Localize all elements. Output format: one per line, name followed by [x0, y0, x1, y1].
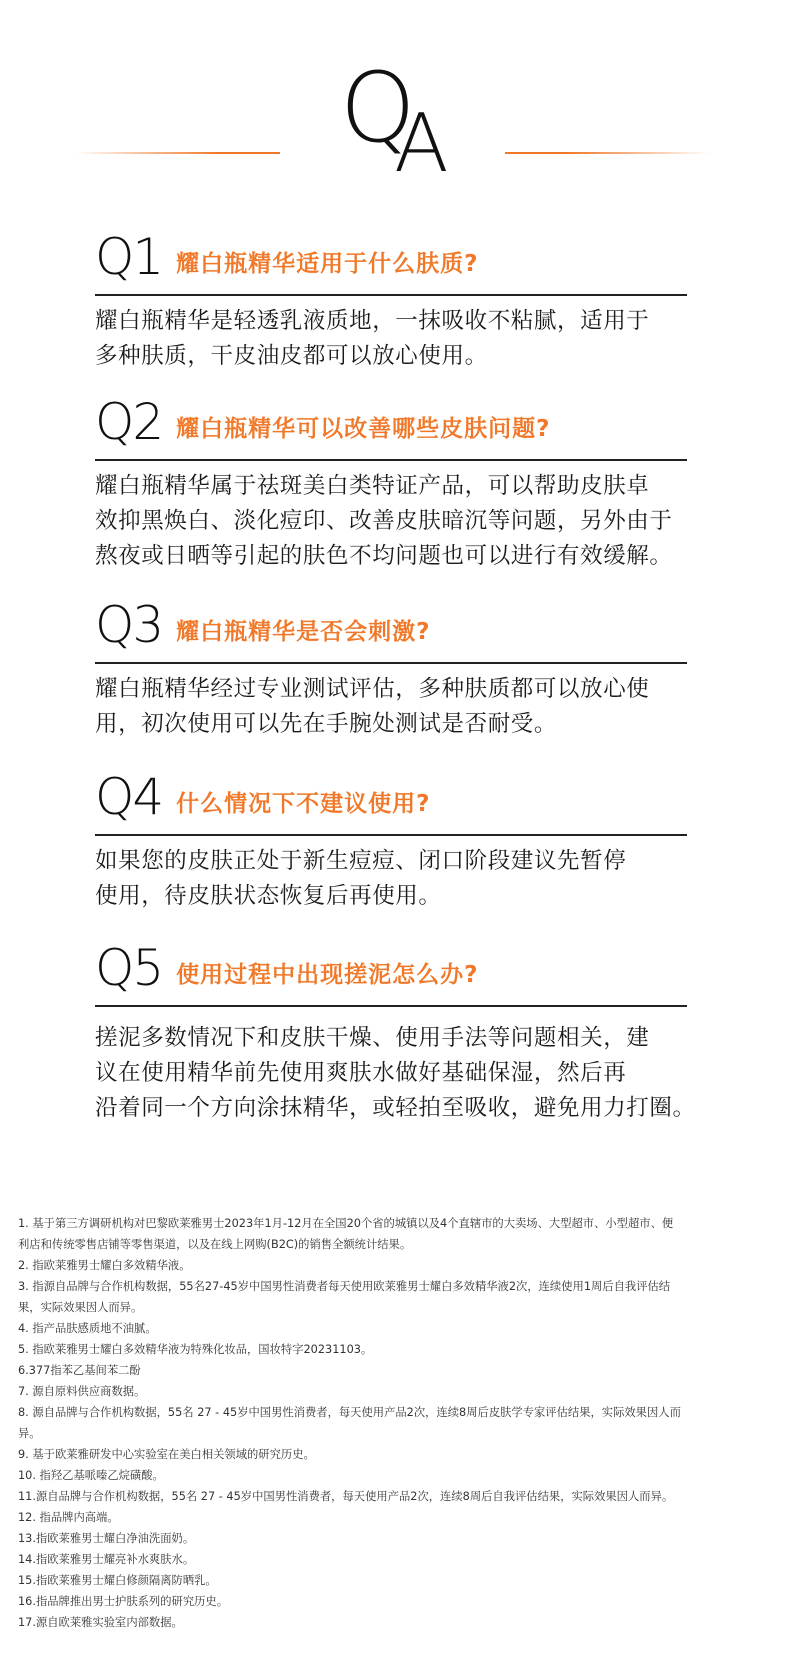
- answer-text: [95, 672, 700, 742]
- question-text: 使用过程中出现搓泥怎么办?: [176, 962, 479, 988]
- answer-line: 搓泥多数情况下和皮肤干燥、使用手法等问题相关，建: [95, 1025, 650, 1051]
- header-a-letter: A: [394, 97, 449, 190]
- footnote-line: 12. 指品牌内高端。: [18, 1511, 119, 1524]
- qa-item-2: [95, 393, 700, 574]
- answer-line: 耀白瓶精华经过专业测试评估，多种肤质都可以放心使: [95, 676, 650, 702]
- answer-text: [95, 304, 700, 374]
- footnote-line: 6.377指苯乙基间苯二酚: [18, 1364, 141, 1377]
- question-number: Q5: [95, 939, 163, 997]
- footnotes: [18, 1213, 778, 1633]
- answer-text: [95, 469, 700, 574]
- question-text: 耀白瓶精华是否会刺激?: [176, 619, 431, 645]
- question-number: Q3: [95, 596, 163, 654]
- answer-line: 如果您的皮肤正处于新生痘痘、闭口阶段建议先暂停: [95, 848, 627, 874]
- footnote-line: 利店和传统零售店铺等零售渠道，以及在线上网购(B2C)的销售全额统计结果。: [18, 1238, 412, 1251]
- footnote-line: 11.源自品牌与合作机构数据，55名 27 - 45岁中国男性消费者，每天使用产品2次，连续8周后自我评估结果，实际效果因人而异。: [18, 1490, 674, 1503]
- footnote-line: 8. 源自品牌与合作机构数据，55名 27 - 45岁中国男性消费者，每天使用产品2次，连续8周后皮肤学专家评估结果，实际效果因人而: [18, 1406, 681, 1419]
- footnote-line: 5. 指欧莱雅男士耀白多效精华液为特殊化妆品，国妆特字20231103。: [18, 1343, 373, 1356]
- qa-item-3: [95, 596, 700, 742]
- question-divider: [95, 834, 687, 836]
- answer-line: 沿着同一个方向涂抹精华，或轻拍至吸收，避免用力打圈。: [95, 1095, 696, 1121]
- qa-item-1: [95, 228, 700, 374]
- answer-line: 用，初次使用可以先在手腕处测试是否耐受。: [95, 711, 558, 737]
- footnote-line: 9. 基于欧莱雅研发中心实验室在美白相关领域的研究历史。: [18, 1448, 315, 1461]
- footnote-line: 4. 指产品肤感质地不油腻。: [18, 1322, 157, 1335]
- footnote-line: 14.指欧莱雅男士耀亮补水爽肤水。: [18, 1553, 195, 1566]
- footnote-line: 13.指欧莱雅男士耀白净油洗面奶。: [18, 1532, 195, 1545]
- footnote-line: 异。: [18, 1427, 41, 1440]
- footnote-line: 7. 源自原料供应商数据。: [18, 1385, 146, 1398]
- answer-line: 耀白瓶精华是轻透乳液质地，一抹吸收不粘腻，适用于: [95, 308, 650, 334]
- footnote-line: 15.指欧莱雅男士耀白修颜隔离防晒乳。: [18, 1574, 217, 1587]
- header-left-rule: [75, 152, 280, 154]
- question-divider: [95, 1005, 687, 1007]
- question-divider: [95, 459, 687, 461]
- footnote-line: 16.指品牌推出男士护肤系列的研究历史。: [18, 1595, 229, 1608]
- question-text: 耀白瓶精华可以改善哪些皮肤问题?: [176, 416, 551, 442]
- qa-header: [0, 0, 790, 200]
- answer-line: 使用，待皮肤状态恢复后再使用。: [95, 883, 442, 909]
- answer-line: 多种肤质，干皮油皮都可以放心使用。: [95, 343, 488, 369]
- header-right-rule: [505, 152, 710, 154]
- answer-line: 效抑黑焕白、淡化痘印、改善皮肤暗沉等问题，另外由于: [95, 508, 673, 534]
- footnote-line: 3. 指源自品牌与合作机构数据，55名27-45岁中国男性消费者每天使用欧莱雅男士耀白多效精华液2次，连续使用1周后自我评估结: [18, 1280, 671, 1293]
- answer-line: 议在使用精华前先使用爽肤水做好基础保湿，然后再: [95, 1060, 627, 1086]
- answer-line: 耀白瓶精华属于祛斑美白类特证产品，可以帮助皮肤卓: [95, 473, 650, 499]
- header-q-letter: Q: [340, 52, 416, 164]
- qa-item-5: [95, 939, 700, 1126]
- footnote-line: 17.源自欧莱雅实验室内部数据。: [18, 1616, 183, 1629]
- footnote-line: 10. 指羟乙基哌嗪乙烷磺酸。: [18, 1469, 164, 1482]
- footnote-line: 2. 指欧莱雅男士耀白多效精华液。: [18, 1259, 191, 1272]
- question-number: Q4: [95, 768, 163, 826]
- answer-line: 熬夜或日晒等引起的肤色不均问题也可以进行有效缓解。: [95, 543, 673, 569]
- question-text: 耀白瓶精华适用于什么肤质?: [176, 251, 479, 277]
- qa-item-4: [95, 768, 700, 914]
- question-divider: [95, 294, 687, 296]
- answer-text: [95, 1021, 700, 1126]
- question-number: Q2: [95, 393, 163, 451]
- footnote-line: 1. 基于第三方调研机构对巴黎欧莱雅男士2023年1月-12月在全国20个省的城镇以及4个直辖市的大卖场、大型超市、小型超市、便: [18, 1217, 674, 1230]
- question-number: Q1: [95, 228, 163, 286]
- footnote-line: 果，实际效果因人而异。: [18, 1301, 143, 1314]
- answer-text: [95, 844, 700, 914]
- question-text: 什么情况下不建议使用?: [176, 791, 431, 817]
- question-divider: [95, 662, 687, 664]
